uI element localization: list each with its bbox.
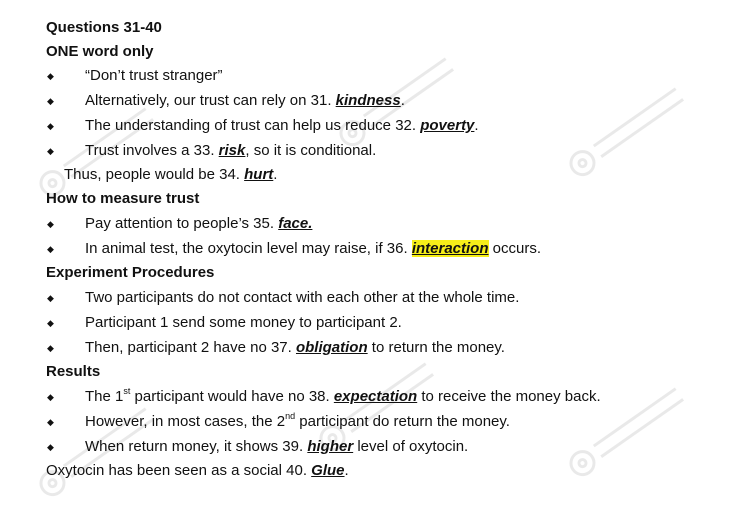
item-text: to receive the money back. (417, 388, 601, 405)
watermark-logo (556, 62, 713, 197)
heading-measure: How to measure trust (46, 190, 200, 207)
item-text: participant would have no 38. (130, 388, 334, 405)
bullet-icon: ◆ (47, 442, 54, 452)
heading-questions: Questions 31-40 (46, 19, 162, 36)
bullet-icon: ◆ (47, 219, 54, 229)
item-text: participant do return the money. (295, 413, 510, 430)
bullet-icon: ◆ (47, 146, 54, 156)
bullet-icon: ◆ (47, 417, 54, 427)
item-text: . (474, 117, 479, 134)
bullet-icon: ◆ (47, 244, 54, 254)
answer-37: obligation (295, 339, 368, 356)
item-text: Thus, people would be 34. (64, 166, 245, 183)
answer-39: higher (307, 438, 354, 455)
answer-36-highlighted: interaction (411, 240, 489, 257)
item-text: Participant 1 send some money to participant 2. (85, 314, 402, 331)
item-text: In animal test, the oxytocin level may raise, if 36. (85, 240, 412, 257)
item-text: . (400, 92, 405, 109)
item-text: occurs. (488, 240, 542, 257)
bullet-icon: ◆ (47, 293, 54, 303)
item-text: Then, participant 2 have no 37. (85, 339, 296, 356)
item-text: level of oxytocin. (353, 438, 469, 455)
ordinal-suffix: nd (285, 411, 296, 421)
bullet-icon: ◆ (47, 71, 54, 81)
item-text: . (273, 166, 278, 183)
item-text: “Don’t trust stranger” (85, 67, 223, 84)
bullet-icon: ◆ (47, 318, 54, 328)
item-text: The 1 (85, 388, 124, 405)
item-text: . (344, 462, 349, 479)
item-text: The understanding of trust can help us reduce 32. (85, 117, 421, 134)
item-text: However, in most cases, the 2 (85, 413, 286, 430)
answer-31: kindness (335, 92, 401, 109)
answer-32: poverty (420, 117, 475, 134)
final-sentence (46, 460, 349, 482)
item-text: Trust involves a 33. (85, 142, 219, 159)
item-text: , so it is conditional. (245, 142, 377, 159)
item-text: to return the money. (367, 339, 505, 356)
item-text: Two participants do not contact with each other at the whole time. (85, 289, 520, 306)
answer-40: Glue (311, 462, 345, 479)
item-text: Oxytocin has been seen as a social 40. (46, 462, 312, 479)
heading-procedures: Experiment Procedures (46, 264, 215, 281)
heading-one-word: ONE word only (46, 43, 154, 60)
item-text: When return money, it shows 39. (85, 438, 308, 455)
answer-34: hurt (244, 166, 274, 183)
ordinal-suffix: st (123, 386, 131, 396)
bullet-icon: ◆ (47, 96, 54, 106)
item-text: Pay attention to people’s 35. (85, 215, 279, 232)
watermark-logo (556, 362, 713, 497)
heading-results: Results (46, 363, 101, 380)
bullet-icon: ◆ (47, 121, 54, 131)
answer-38: expectation (333, 388, 418, 405)
item-text: Alternatively, our trust can rely on 31. (85, 92, 336, 109)
answer-35: face. (278, 215, 313, 232)
continuation-line (64, 164, 277, 186)
answer-33: risk (218, 142, 246, 159)
bullet-icon: ◆ (47, 392, 54, 402)
bullet-icon: ◆ (47, 343, 54, 353)
